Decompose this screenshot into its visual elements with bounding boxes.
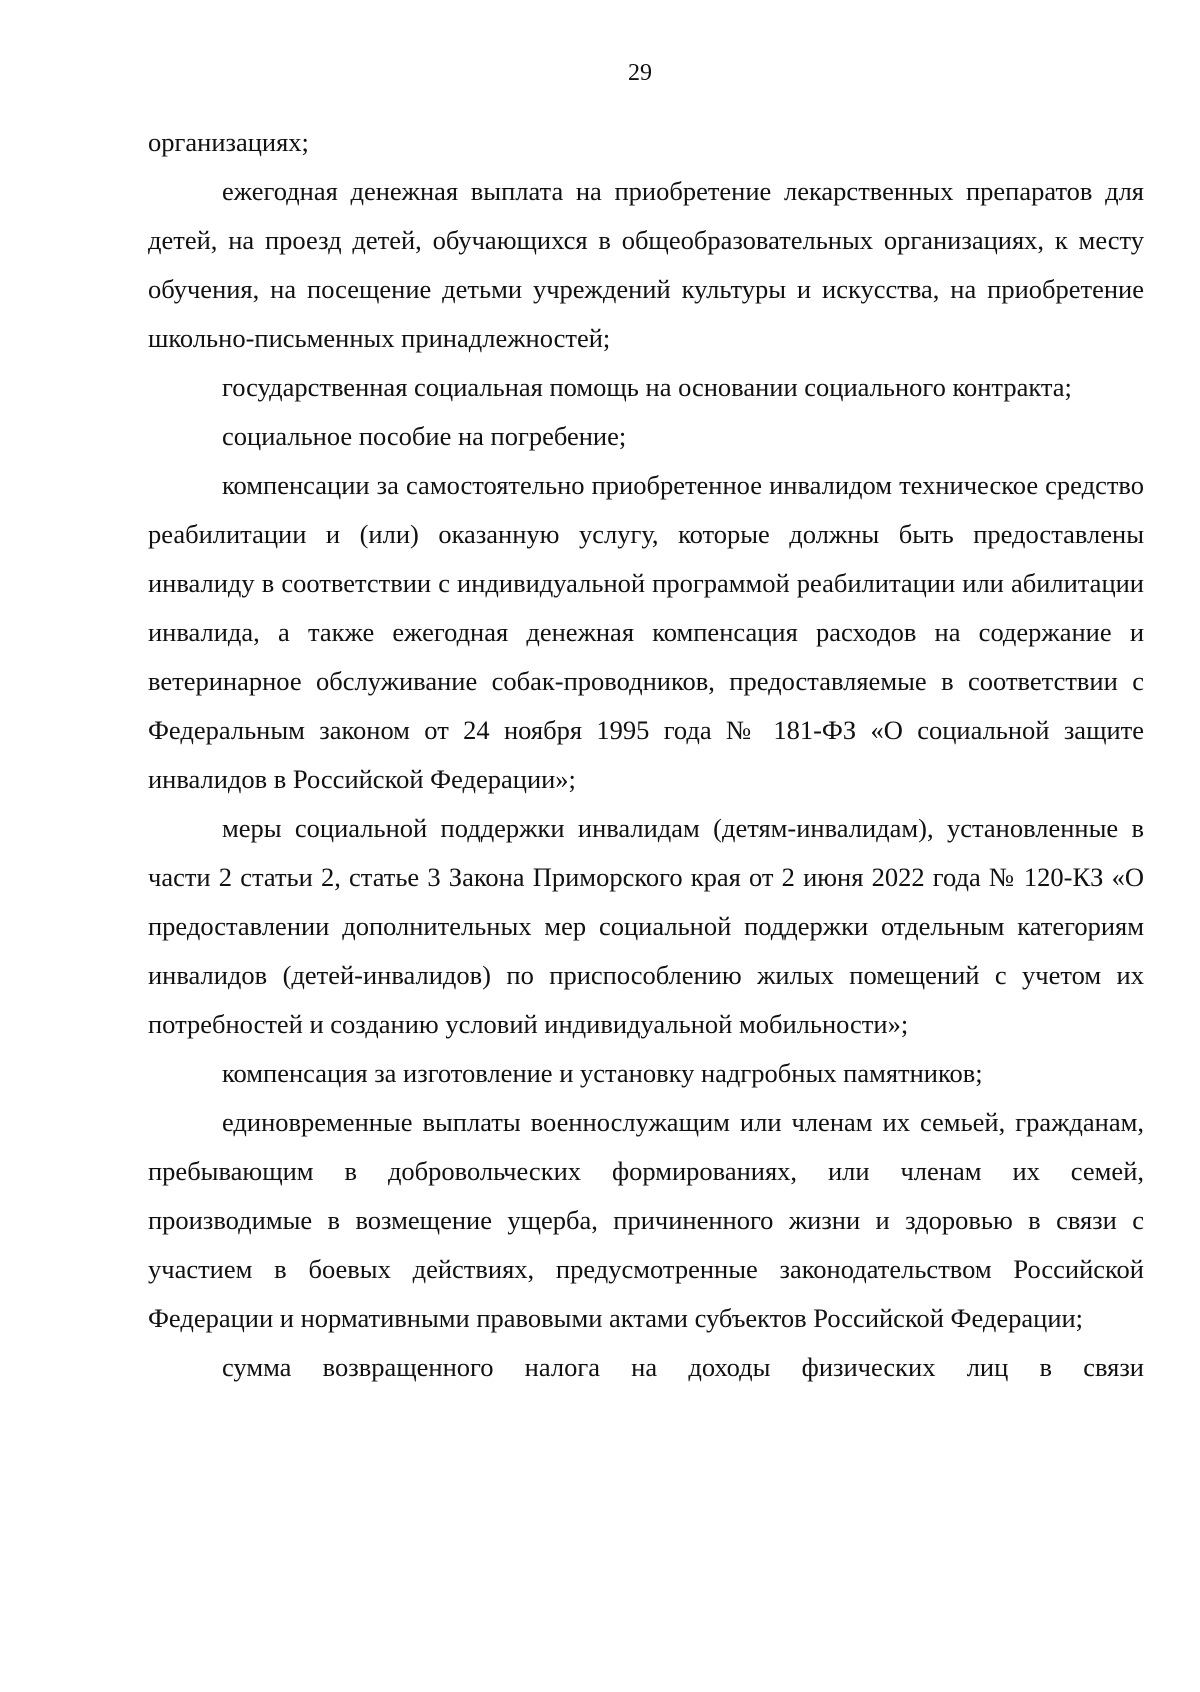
paragraph-monument-compensation: компенсация за изготовление и установку надгробных памятников; <box>222 1058 983 1088</box>
paragraph-military-payments: единовременные выплаты военнослужащим или членам их семьей, гражданам, пребывающим в добровольческих формированиях, или членам их семей, производимые в возмещение ущерба, причиненного жизни и здоровью в связи с участием в боевых действиях, предусмотренные законодательством Российской Федерации и нормативными правовыми актами субъектов Российской Федерации; <box>148 1107 1144 1333</box>
paragraph-burial-allowance: социальное пособие на погребение; <box>222 421 627 451</box>
paragraph-medication-payment: ежегодная денежная выплата на приобретение лекарственных препаратов для детей, на проезд детей, обучающихся в общеобразовательных организациях, к месту обучения, на посещение детьми учреждений культуры и искусства, на приобретение школьно-письменных принадлежностей; <box>148 176 1144 353</box>
document-body <box>148 118 1144 1392</box>
page-number: 29 <box>628 60 652 86</box>
paragraph-continuation: организациях; <box>148 127 309 157</box>
paragraph-social-contract: государственная социальная помощь на основании социального контракта; <box>222 372 1072 402</box>
paragraph-returned-tax: сумма возвращенного налога на доходы физических лиц в связи <box>222 1352 1144 1382</box>
paragraph-rehabilitation-compensation: компенсации за самостоятельно приобретенное инвалидом техническое средство реабилитации и (или) оказанную услугу, которые должны быть предоставлены инвалиду в соответствии с индивидуальной программой реабилитации или абилитации инвалида, а также ежегодная денежная компенсация расходов на содержание и ветеринарное обслуживание собак-проводников, предоставляемые в соответствии с Федеральным законом от 24 ноября 1995 года № 181-ФЗ «О социальной защите инвалидов в Российской Федерации»; <box>148 470 1144 794</box>
paragraph-disabled-support: меры социальной поддержки инвалидам (детям-инвалидам), установленные в части 2 статьи 2, статье 3 Закона Приморского края от 2 июня 2022 года № 120-КЗ «О предоставлении дополнительных мер социальной поддержки отдельным категориям инвалидов (детей-инвалидов) по приспособлению жилых помещений с учетом их потребностей и созданию условий индивидуальной мобильности»; <box>148 813 1144 1039</box>
